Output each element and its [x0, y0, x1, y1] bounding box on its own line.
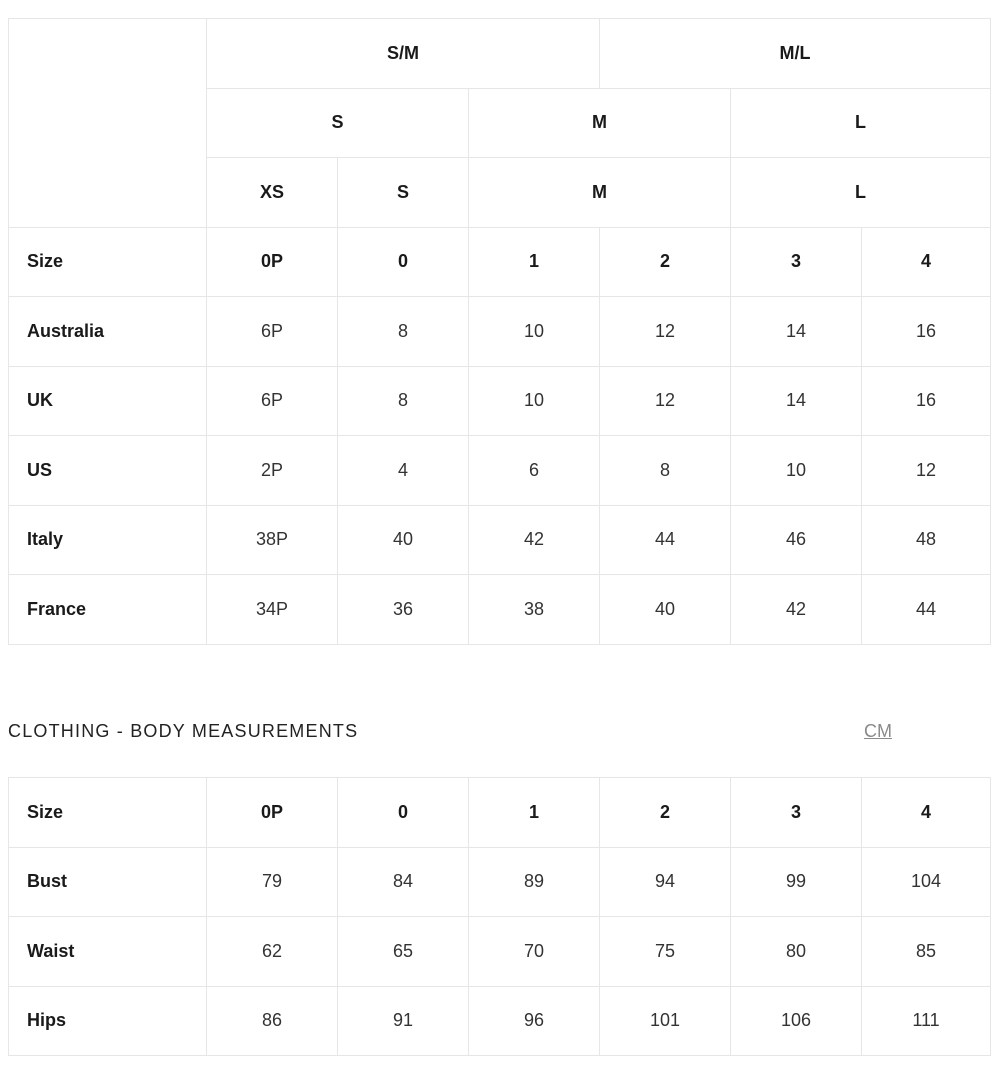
- table-cell: 10: [469, 366, 600, 436]
- table-cell: 16: [862, 297, 991, 367]
- table-cell: 70: [469, 917, 600, 987]
- table-cell: 65: [338, 917, 469, 987]
- table-cell: 40: [600, 575, 731, 645]
- table-cell: 79: [207, 847, 338, 917]
- size-header-cell: 1: [469, 778, 600, 848]
- size-header-cell: 0: [338, 778, 469, 848]
- row-label: Size: [9, 227, 207, 297]
- size-header-cell: 1: [469, 227, 600, 297]
- table-row: [9, 917, 991, 987]
- table-cell: 99: [731, 847, 862, 917]
- table-cell: 62: [207, 917, 338, 987]
- table-cell: 44: [600, 505, 731, 575]
- table-cell: 85: [862, 917, 991, 987]
- unit-toggle-link[interactable]: CM: [864, 721, 892, 741]
- size-header-cell: 0P: [207, 778, 338, 848]
- table-cell: 6P: [207, 297, 338, 367]
- table-cell: 12: [600, 366, 731, 436]
- sub-size-header: L: [731, 158, 991, 228]
- table-row: [9, 986, 991, 1056]
- sub-size-header: M: [469, 158, 731, 228]
- size-header-cell: 4: [862, 227, 991, 297]
- section-title: CLOTHING - BODY MEASUREMENTS: [8, 721, 359, 741]
- size-header-cell: 0: [338, 227, 469, 297]
- size-header-cell: 2: [600, 227, 731, 297]
- letter-size-header: S: [207, 88, 469, 158]
- table-cell: 104: [862, 847, 991, 917]
- letter-size-header: L: [731, 88, 991, 158]
- table-cell: 96: [469, 986, 600, 1056]
- sub-size-header: S: [338, 158, 469, 228]
- table-cell: 16: [862, 366, 991, 436]
- table-cell: 6: [469, 436, 600, 506]
- body-measurements-table: [8, 777, 991, 1056]
- table-row: [9, 297, 991, 367]
- table-cell: 34P: [207, 575, 338, 645]
- table-row-size: [9, 778, 991, 848]
- table-cell: 106: [731, 986, 862, 1056]
- table-cell: 38P: [207, 505, 338, 575]
- group-header: M/L: [600, 19, 991, 89]
- table-cell: 91: [338, 986, 469, 1056]
- size-header-cell: 2: [600, 778, 731, 848]
- table-cell: 2P: [207, 436, 338, 506]
- sub-size-header: XS: [207, 158, 338, 228]
- size-header-cell: 3: [731, 227, 862, 297]
- table-cell: 8: [600, 436, 731, 506]
- table-row-size: [9, 227, 991, 297]
- table-cell: 14: [731, 297, 862, 367]
- table-row: [9, 436, 991, 506]
- table-row: [9, 366, 991, 436]
- group-header: S/M: [207, 19, 600, 89]
- row-label: France: [9, 575, 207, 645]
- table-cell: 42: [469, 505, 600, 575]
- table-cell: 10: [731, 436, 862, 506]
- table-cell: 48: [862, 505, 991, 575]
- row-label: Australia: [9, 297, 207, 367]
- table-cell: 4: [338, 436, 469, 506]
- size-header-cell: 0P: [207, 227, 338, 297]
- table-cell: 46: [731, 505, 862, 575]
- table-cell: 12: [600, 297, 731, 367]
- size-header-cell: 4: [862, 778, 991, 848]
- letter-size-header: M: [469, 88, 731, 158]
- row-label: Bust: [9, 847, 207, 917]
- row-label: Hips: [9, 986, 207, 1056]
- table-cell: 89: [469, 847, 600, 917]
- table-cell: 40: [338, 505, 469, 575]
- table-row-groups: [9, 19, 991, 89]
- table-cell: 86: [207, 986, 338, 1056]
- size-conversion-table: [8, 18, 991, 645]
- table-cell: 14: [731, 366, 862, 436]
- row-label: Waist: [9, 917, 207, 987]
- table-row: [9, 575, 991, 645]
- table-cell: 6P: [207, 366, 338, 436]
- table-cell: 8: [338, 297, 469, 367]
- table-cell: 111: [862, 986, 991, 1056]
- corner-cell: [9, 19, 207, 228]
- measurements-section-header: [8, 718, 990, 746]
- table-cell: 80: [731, 917, 862, 987]
- table-cell: 101: [600, 986, 731, 1056]
- table-cell: 75: [600, 917, 731, 987]
- table-cell: 84: [338, 847, 469, 917]
- table-row: [9, 505, 991, 575]
- table-cell: 36: [338, 575, 469, 645]
- table-cell: 94: [600, 847, 731, 917]
- table-cell: 10: [469, 297, 600, 367]
- table-cell: 12: [862, 436, 991, 506]
- size-header-cell: 3: [731, 778, 862, 848]
- row-label: Size: [9, 778, 207, 848]
- table-cell: 42: [731, 575, 862, 645]
- row-label: UK: [9, 366, 207, 436]
- table-cell: 8: [338, 366, 469, 436]
- row-label: US: [9, 436, 207, 506]
- row-label: Italy: [9, 505, 207, 575]
- table-cell: 44: [862, 575, 991, 645]
- table-cell: 38: [469, 575, 600, 645]
- table-row: [9, 847, 991, 917]
